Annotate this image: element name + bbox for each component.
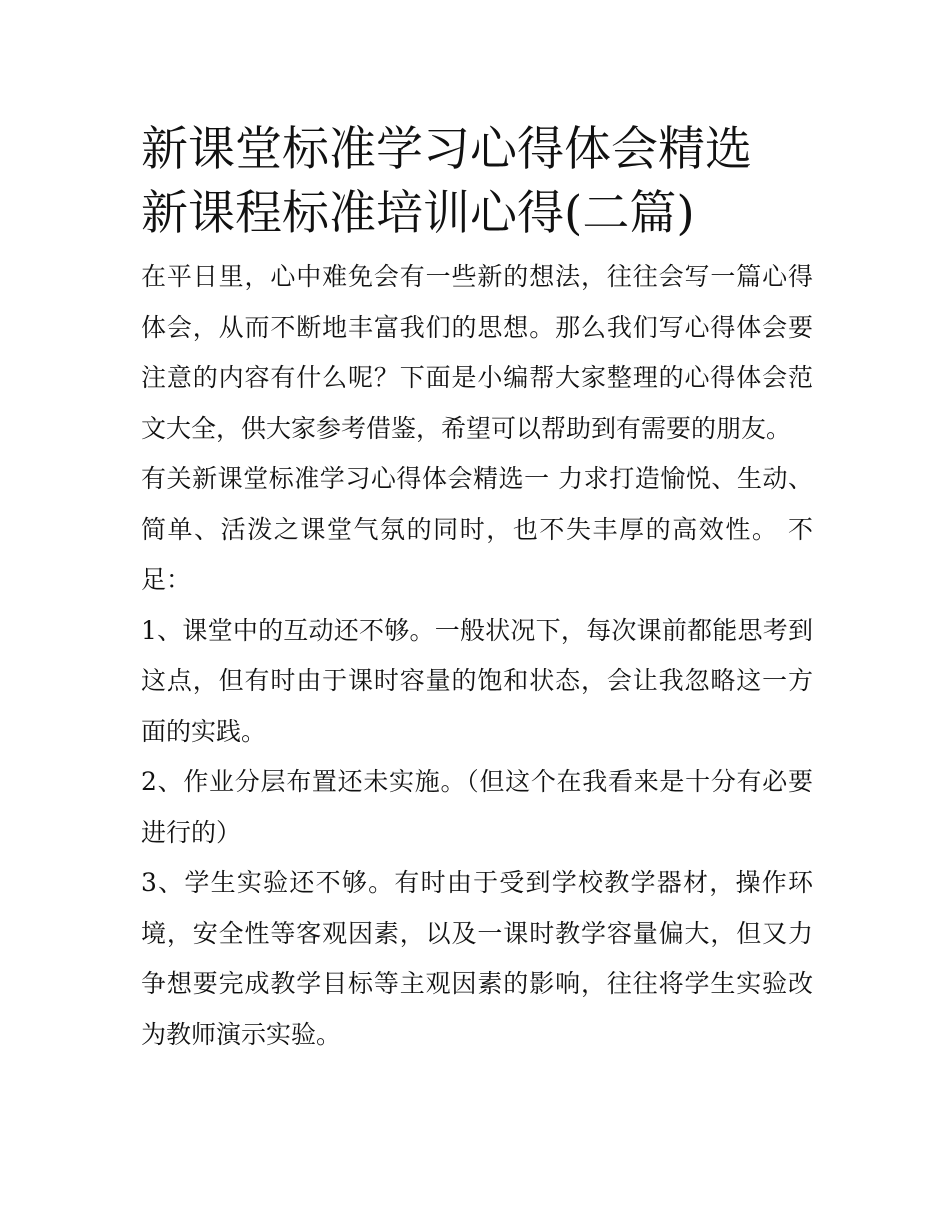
intro-paragraph: 在平日里，心中难免会有一些新的想法，往往会写一篇心得体会，从而不断地丰富我们的思想。那么我们写心得体会要注意的内容有什么呢？下面是小编帮大家整理的心得体会范文大全，供大家参考借鉴，希望可以帮助到有需要的朋友。 — [141, 262, 813, 443]
list-item-2: 2、作业分层布置还未实施。（但这个在我看来是十分有必要进行的） — [141, 767, 813, 847]
section-intro-paragraph: 有关新课堂标准学习心得体会精选一 力求打造愉悦、生动、简单、活泼之课堂气氛的同时，也不失丰厚的高效性。 不足： — [141, 464, 813, 594]
list-item-1: 1、课堂中的互动还不够。一般状况下，每次课前都能思考到这点，但有时由于课时容量的饱和状态，会让我忽略这一方面的实践。 — [141, 615, 813, 746]
title-line-1: 新课堂标准学习心得体会精选 — [141, 122, 752, 177]
title-line-2: 新课程标准培训心得(二篇) — [141, 186, 695, 241]
document-title — [141, 118, 813, 246]
list-item-3: 3、学生实验还不够。有时由于受到学校教学器材，操作环境，安全性等客观因素，以及一课时教学容量偏大，但又力争想要完成教学目标等主观因素的影响，往往将学生实验改为教师演示实验。 — [141, 868, 813, 1049]
document-body — [141, 252, 813, 1060]
document-page — [141, 118, 813, 1060]
